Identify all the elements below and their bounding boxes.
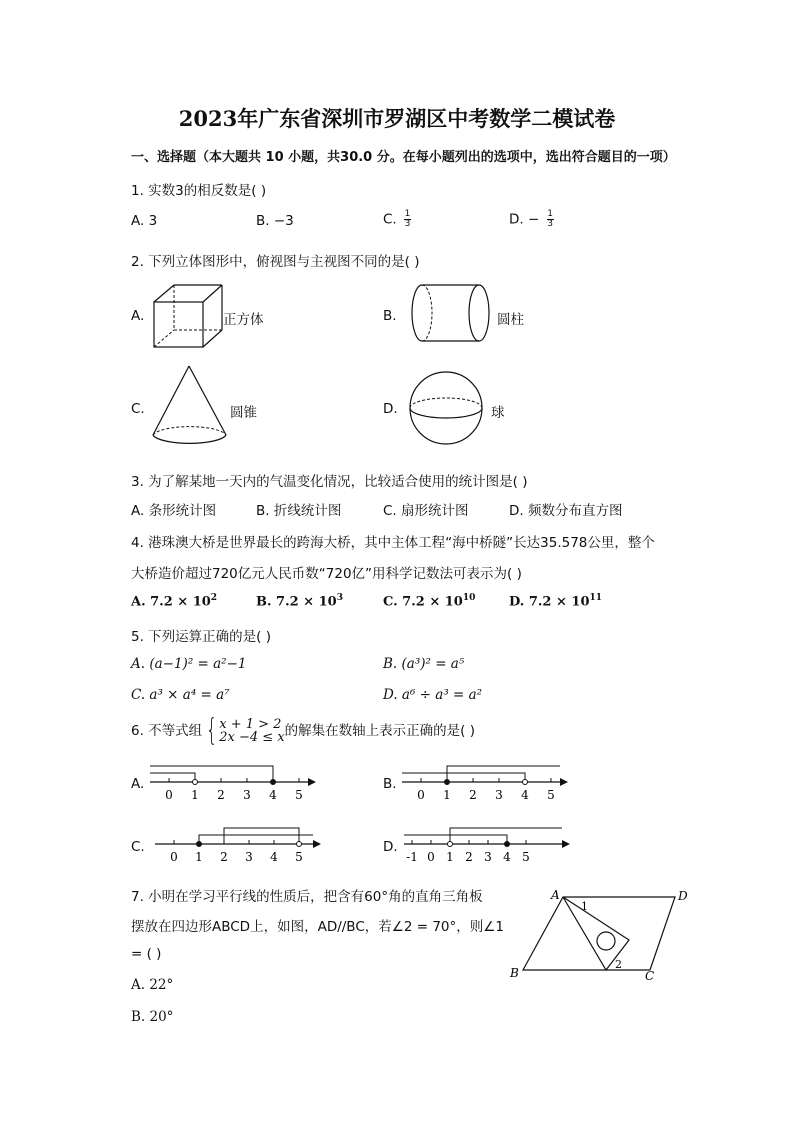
tick-label: 3 [245, 850, 253, 864]
q3-option-d: D. 频数分布直方图 [509, 503, 623, 519]
open-dot [297, 842, 302, 847]
question-7-stem-line3: = ( ) [131, 946, 162, 962]
question-6-stem [131, 713, 475, 748]
q6-option-a-label: A. [131, 776, 145, 792]
tick-label: 2 [469, 788, 477, 802]
q3-option-a: A. 条形统计图 [131, 503, 217, 519]
q2-option-b-name: 圆柱 [497, 312, 524, 328]
tick-label: 3 [243, 788, 251, 802]
question-4-stem-line2: 大桥造价超过720亿元人民币数“720亿”用科学记数法可表示为( ) [131, 566, 522, 582]
tick-label: 1 [446, 850, 454, 864]
inequality-1: x + 1 > 2 [219, 717, 282, 732]
q1-option-d [509, 210, 554, 229]
tick-label: 0 [170, 850, 178, 864]
solution-bracket [402, 773, 525, 782]
q2-option-a-name: 正方体 [223, 312, 264, 328]
tick-label: 0 [427, 850, 435, 864]
tick-label: 1 [191, 788, 199, 802]
tick-label: 4 [503, 850, 511, 864]
sphere-figure [408, 370, 484, 446]
q7-option-b: B. 20° [131, 1009, 174, 1025]
solution-bracket [199, 835, 313, 844]
closed-dot [197, 842, 202, 847]
q5-option-a: A. (a−1)² = a²−1 [131, 656, 247, 672]
q1-option-c-label: C. [383, 211, 397, 228]
q6-option-b-label: B. [383, 776, 397, 792]
question-4-stem-line1: 4. 港珠澳大桥是世界最长的跨海大桥，其中主体工程“海中桥隧”长达35.578公里，整个 [131, 535, 655, 551]
question-5-stem: 5. 下列运算正确的是( ) [131, 629, 271, 645]
tick-label: 3 [495, 788, 503, 802]
tick-label: 3 [484, 850, 492, 864]
tick-label: 5 [522, 850, 530, 864]
solution-bracket [150, 766, 273, 782]
tick-label: 1 [443, 788, 451, 802]
q1-option-b: B. −3 [256, 213, 294, 229]
tick-label: 1 [195, 850, 203, 864]
tick-label: 2 [217, 788, 225, 802]
axis-arrow [308, 778, 316, 786]
q3-option-b: B. 折线统计图 [256, 503, 342, 519]
tick-label: 5 [547, 788, 555, 802]
q4-option-d: D. $7.2 \times 10^{11}$ [509, 593, 603, 610]
q2-option-c-label: C. [131, 401, 145, 417]
axis-arrow [313, 840, 321, 848]
vertex-c-label: C [645, 969, 655, 983]
q1-option-c-fraction: $\frac{1}{3}$ [404, 209, 411, 229]
solution-bracket [404, 835, 507, 844]
tick-label: 5 [295, 788, 303, 802]
q6-stem-suffix: 的解集在数轴上表示正确的是( ) [284, 723, 475, 739]
cube-figure [150, 282, 225, 350]
tick-label: 0 [165, 788, 173, 802]
cylinder-figure [408, 282, 492, 344]
q2-option-d-name: 球 [491, 405, 505, 421]
brace-glyph: { [205, 713, 218, 748]
closed-dot [505, 842, 510, 847]
inequality-2: 2x −4 ≤ x [219, 730, 285, 745]
cone-figure [150, 364, 230, 452]
vertex-d-label: D [678, 889, 688, 903]
open-dot [448, 842, 453, 847]
q2-option-c-name: 圆锥 [230, 405, 257, 421]
closed-dot [445, 780, 450, 785]
tick-label: 4 [521, 788, 529, 802]
tick-label: 5 [295, 850, 303, 864]
q1-option-c [383, 210, 411, 229]
tick-label: 0 [417, 788, 425, 802]
open-dot [523, 780, 528, 785]
q6-stem-prefix: 6. 不等式组 [131, 723, 203, 739]
number-line-b [402, 760, 572, 804]
q4-option-a: A. $7.2 \times 10^2$ [131, 593, 218, 610]
page-title: 2023年广东省深圳市罗湖区中考数学二模试卷 [178, 106, 616, 131]
vertex-b-label: B [510, 966, 519, 980]
vertex-a-label: A [551, 888, 560, 902]
question-7-stem-line1: 7. 小明在学习平行线的性质后，把含有60°角的直角三角板 [131, 889, 483, 905]
solution-bracket [150, 773, 195, 782]
open-dot [193, 780, 198, 785]
q1-option-a: A. 3 [131, 213, 158, 229]
axis-arrow [560, 778, 568, 786]
q5-option-b: B. (a³)² = a⁵ [383, 656, 465, 672]
closed-dot [271, 780, 276, 785]
question-2-stem: 2. 下列立体图形中，俯视图与主视图不同的是( ) [131, 254, 420, 270]
q2-option-d-label: D. [383, 401, 398, 417]
q5-option-c: C. a³ × a⁴ = a⁷ [131, 687, 230, 703]
q4-option-c: C. $7.2 \times 10^{10}$ [383, 593, 476, 610]
q2-option-b-label: B. [383, 308, 397, 324]
number-line-a [150, 760, 320, 804]
tick-label: 2 [465, 850, 473, 864]
tick-label: 4 [269, 788, 277, 802]
section-heading: 一、选择题（本大题共 10 小题，共30.0 分。在每小题列出的选项中，选出符合题目的一项） [131, 150, 676, 165]
question-1-stem: 1. 实数3的相反数是( ) [131, 183, 267, 199]
axis-arrow [562, 840, 570, 848]
q2-option-a-label: A. [131, 308, 145, 324]
circle-hole [597, 932, 615, 950]
question-7-stem-line2: 摆放在四边形ABCD上，如图，AD//BC，若∠2 = 70°，则∠1 [131, 919, 504, 935]
solution-bracket [447, 766, 560, 782]
number-line-d [404, 822, 574, 866]
question-3-stem: 3. 为了解某地一天内的气温变化情况，比较适合使用的统计图是( ) [131, 474, 528, 490]
inequality-system [219, 718, 284, 744]
q3-option-c: C. 扇形统计图 [383, 503, 469, 519]
q6-option-d-label: D. [383, 839, 398, 855]
solution-bracket [224, 828, 299, 844]
q5-option-d: D. a⁶ ÷ a³ = a² [383, 687, 483, 703]
parallelogram-triangle-figure [505, 880, 705, 985]
number-line-c [155, 822, 325, 866]
angle-2-label: 2 [615, 958, 622, 971]
tick-label: 2 [220, 850, 228, 864]
q7-option-a: A. 22° [131, 977, 174, 993]
q6-option-c-label: C. [131, 839, 145, 855]
angle-1-label: 1 [581, 900, 588, 913]
q1-option-d-label: D. − [509, 211, 540, 228]
q4-option-b: B. $7.2 \times 10^3$ [256, 593, 343, 610]
q1-option-d-fraction: $\frac{1}{3}$ [547, 209, 553, 229]
tick-label: 4 [270, 850, 278, 864]
tick-label: -1 [406, 850, 418, 864]
